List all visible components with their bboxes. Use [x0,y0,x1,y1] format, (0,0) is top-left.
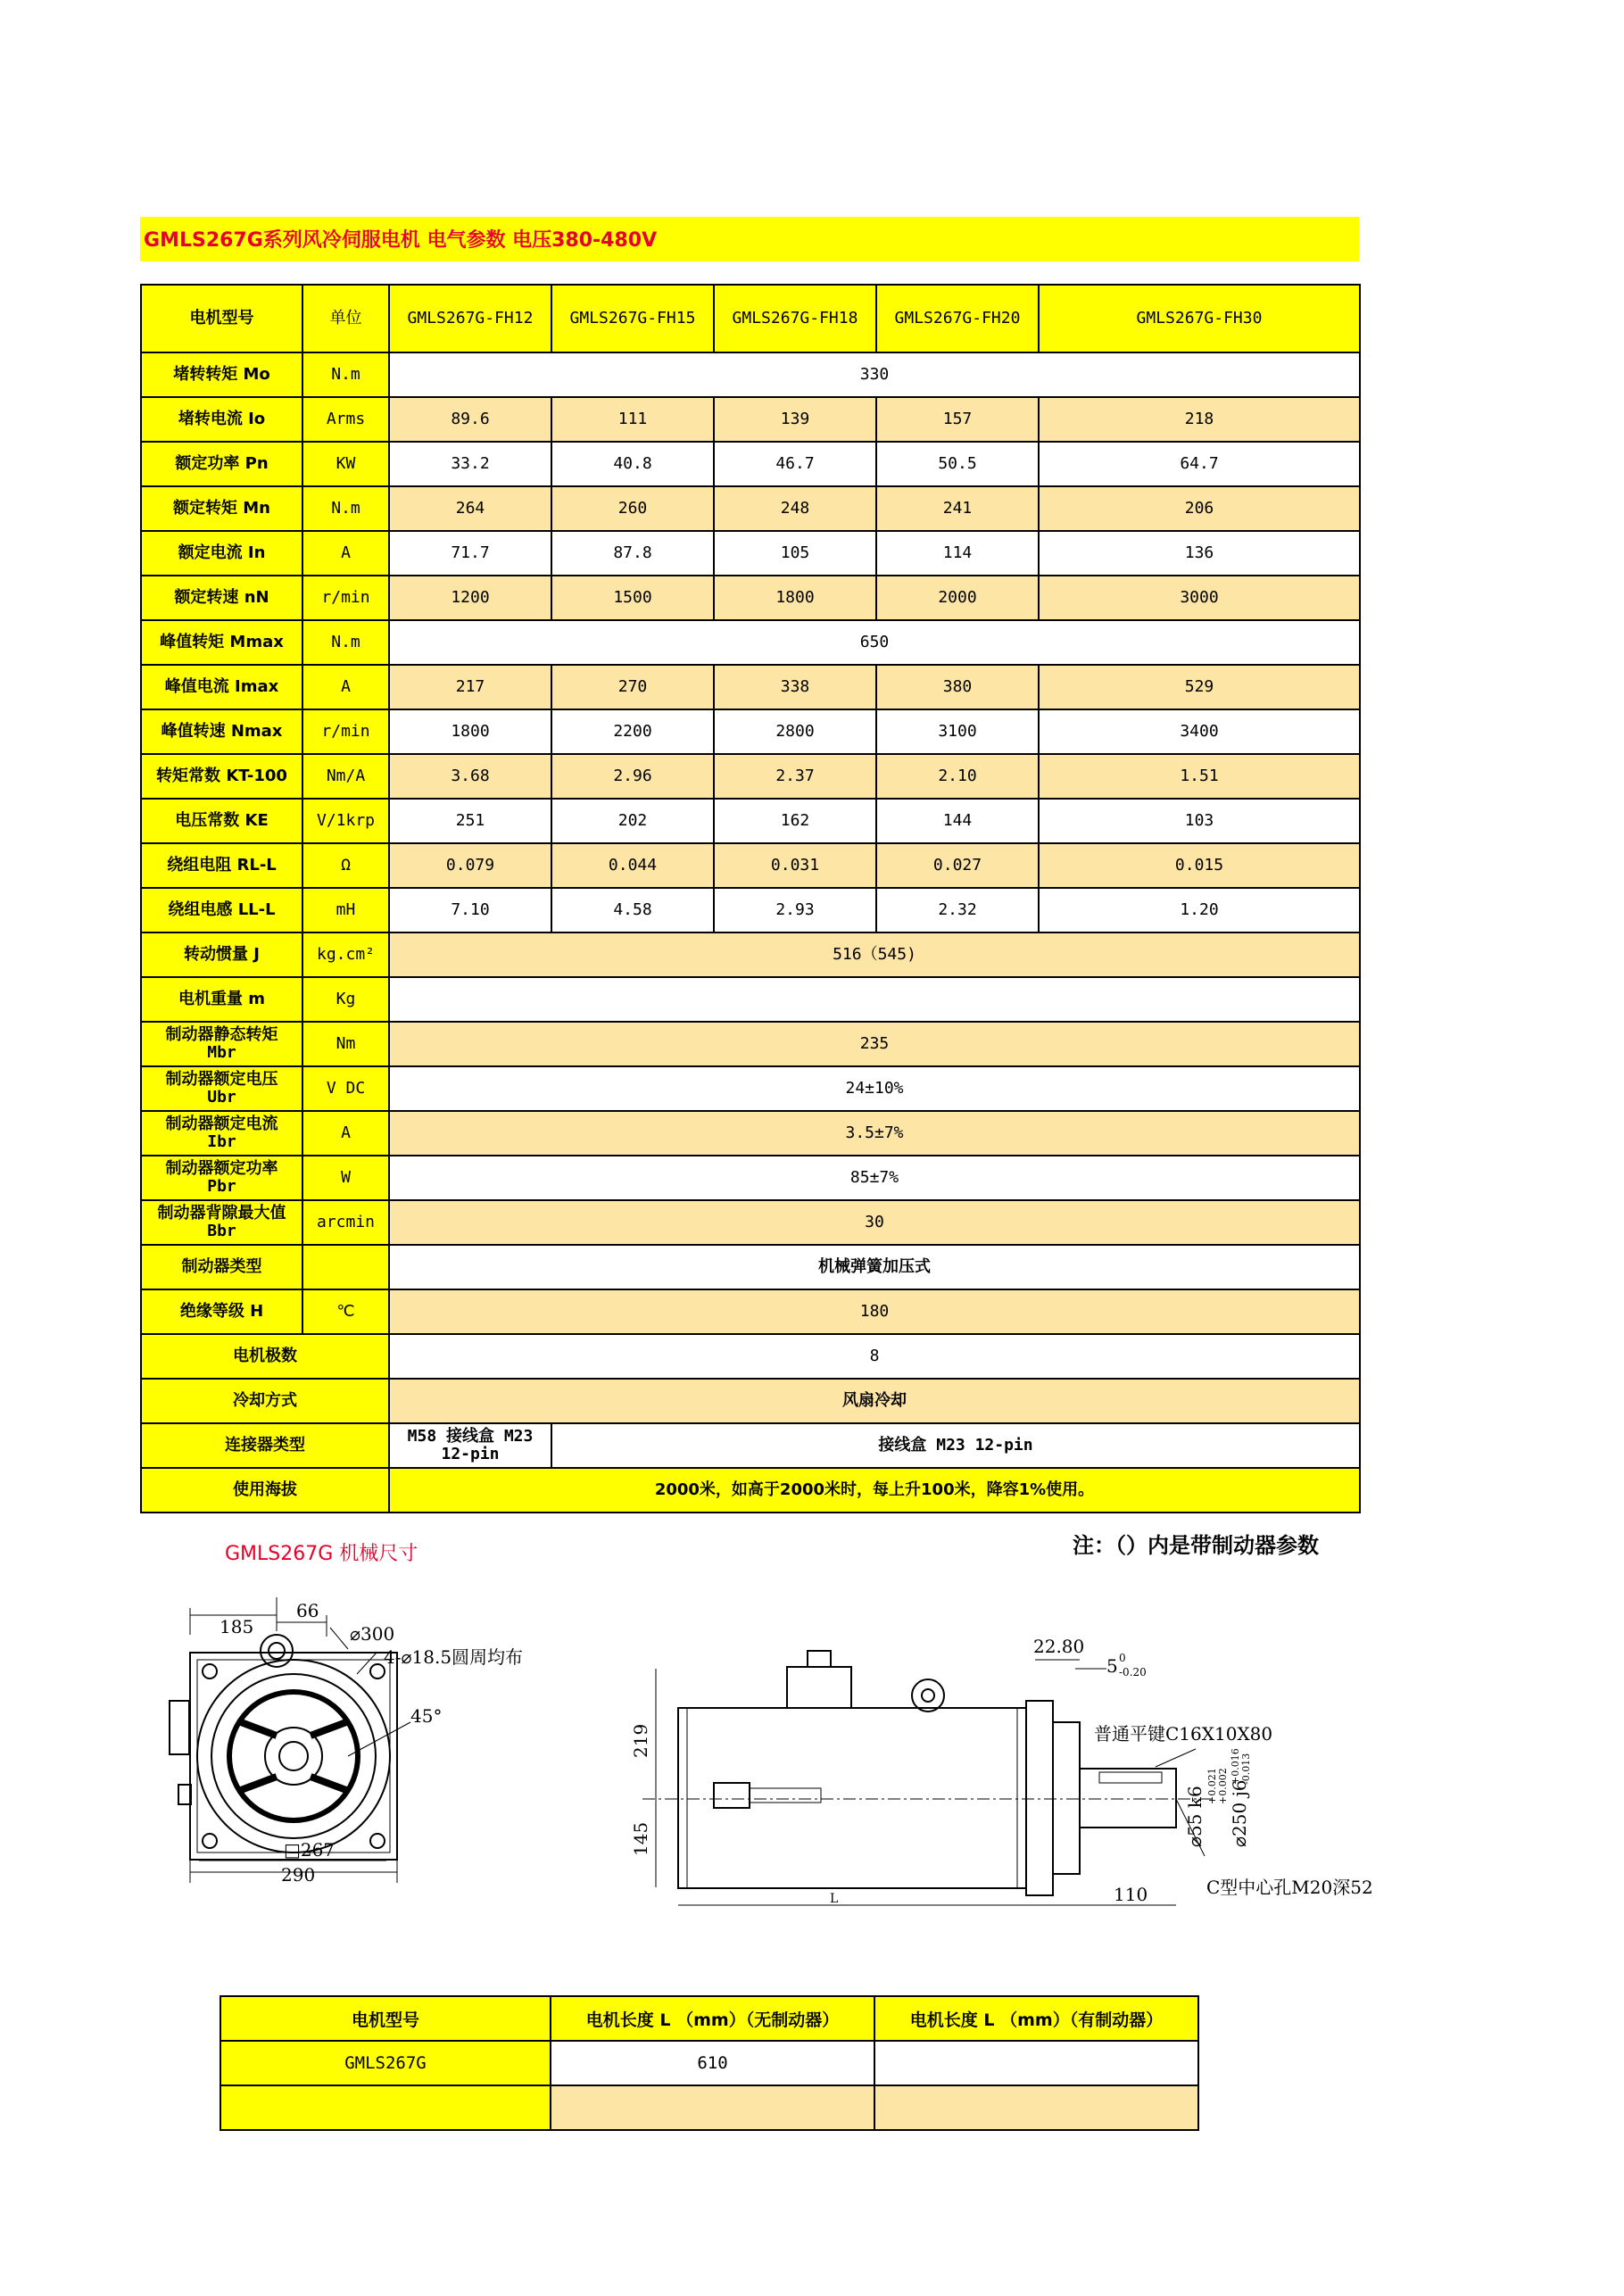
row-value: 46.7 [714,442,876,486]
row-value: 2.96 [551,754,714,799]
row-unit: arcmin [302,1200,389,1245]
row-value: 2.37 [714,754,876,799]
header-length-no-brake: 电机长度 L （mm）（无制动器） [551,1996,874,2041]
table-row [141,1156,1360,1200]
table-row [141,1200,1360,1245]
row-value: 260 [551,486,714,531]
dim-66: 66 [296,1600,319,1621]
table-row [141,843,1360,888]
terminal-box [787,1667,851,1708]
side-view [642,1651,1214,1905]
table-row [141,1111,1360,1156]
row-value: 33.2 [389,442,551,486]
row-value: 114 [876,531,1039,576]
row-value: 241 [876,486,1039,531]
row-unit: N.m [302,352,389,397]
length-with-brake-cell [874,2041,1198,2085]
row-unit: Nm/A [302,754,389,799]
header-model: GMLS267G-FH20 [876,285,1039,352]
row-label: 电机重量 m [141,977,302,1022]
row-value: 71.7 [389,531,551,576]
row-label: 电压常数 KE [141,799,302,843]
table-row [141,442,1360,486]
row-value: 1500 [551,576,714,620]
row-value: 87.8 [551,531,714,576]
row-value: 3.68 [389,754,551,799]
row-value: 3.5±7% [389,1111,1360,1156]
row-unit: V DC [302,1066,389,1111]
table-row [141,1379,1360,1423]
header-unit: 单位 [302,285,389,352]
row-label: 堵转电流 Io [141,397,302,442]
row-value: 650 [389,620,1360,665]
row-label: 连接器类型 [141,1423,389,1468]
length-no-brake-cell: 610 [551,2041,874,2085]
table-row [220,2041,1198,2085]
row-value: 50.5 [876,442,1039,486]
row-label-line2: Bbr [207,1222,236,1240]
row-label [141,1200,302,1245]
table-row [141,799,1360,843]
header-model: 电机型号 [220,1996,551,2041]
model-cell: GMLS267G [220,2041,551,2085]
mechanical-drawing [143,1588,1373,1927]
row-unit: ℃ [302,1289,389,1334]
header-model: GMLS267G-FH15 [551,285,714,352]
row-value: 0.027 [876,843,1039,888]
dim-holes: 4-⌀18.5圆周均布 [384,1646,524,1668]
row-label: 制动器类型 [141,1245,302,1289]
row-value: 0.044 [551,843,714,888]
row-value: 2000 [876,576,1039,620]
row-label: 额定转矩 Mn [141,486,302,531]
row-unit: A [302,665,389,709]
row-label: 转动惯量 J [141,932,302,977]
row-label: 绕组电阻 RL-L [141,843,302,888]
row-value [389,977,1360,1022]
row-unit: Nm [302,1022,389,1066]
motor-body [678,1708,1026,1888]
row-value: 2.93 [714,888,876,932]
row-value: 1800 [389,709,551,754]
row-value: 136 [1039,531,1360,576]
row-value: 3100 [876,709,1039,754]
row-value: 103 [1039,799,1360,843]
row-label-line2: Mbr [207,1043,236,1062]
dim-55-tol-upper: +0.021 [1206,1768,1218,1804]
table-row [141,754,1360,799]
row-value: 89.6 [389,397,551,442]
row-label: 额定转速 nN [141,576,302,620]
table-row [141,576,1360,620]
row-value: 2800 [714,709,876,754]
table-row [141,665,1360,709]
row-value: 157 [876,397,1039,442]
row-value: 270 [551,665,714,709]
row-value: 206 [1039,486,1360,531]
table-row [141,709,1360,754]
flange-circle [197,1660,390,1853]
row-value: 3400 [1039,709,1360,754]
brake-note: 注：（）内是带制动器参数 [1073,1533,1319,1558]
row-unit: Kg [302,977,389,1022]
row-value: 516（545) [389,932,1360,977]
row-unit: KW [302,442,389,486]
table-row [141,1423,1360,1468]
row-value: 180 [389,1289,1360,1334]
header-length-with-brake: 电机长度 L （mm）（有制动器） [874,1996,1198,2041]
motor-length-table [220,1995,1199,2131]
dim-5-tol-lower: -0.20 [1119,1666,1147,1678]
row-label: 堵转转矩 Mo [141,352,302,397]
row-label [141,1066,302,1111]
dim-267: □267 [284,1839,336,1861]
table-row [141,888,1360,932]
dim-5-tol-upper: 0 [1119,1652,1126,1664]
title-bar [140,217,1359,261]
dim-5: 5 [1106,1655,1118,1677]
row-value: 251 [389,799,551,843]
table-header-row [220,1996,1198,2041]
row-unit: mH [302,888,389,932]
row-value: 162 [714,799,876,843]
electrical-parameters-table [140,284,1361,1513]
row-value: 144 [876,799,1039,843]
dim-110: 110 [1114,1884,1148,1905]
dim-55: ⌀55 k6 [1184,1786,1206,1847]
row-value: 3000 [1039,576,1360,620]
row-value: 机械弹簧加压式 [389,1245,1360,1289]
row-unit: kg.cm² [302,932,389,977]
lifting-eye [912,1679,944,1712]
row-unit: N.m [302,486,389,531]
table-row [141,1289,1360,1334]
dim-250-tol-upper: +0.016 [1230,1748,1241,1785]
row-value: 1.51 [1039,754,1360,799]
row-value: 接线盒 M23 12-pin [551,1423,1360,1468]
row-value: 1800 [714,576,876,620]
row-label: 使用海拔 [141,1468,389,1513]
header-label: 电机型号 [141,285,302,352]
row-unit: V/1krp [302,799,389,843]
dim-22-80: 22.80 [1033,1636,1085,1657]
row-unit: Arms [302,397,389,442]
row-value: 105 [714,531,876,576]
table-row [141,531,1360,576]
row-value: 4.58 [551,888,714,932]
dim-145: 145 [630,1821,651,1856]
row-unit: r/min [302,576,389,620]
row-label-line1: 制动器额定电流 [165,1115,278,1133]
row-label: 冷却方式 [141,1379,389,1423]
row-label-line1: 制动器额定电压 [165,1070,278,1089]
table-row [141,932,1360,977]
row-value: 111 [551,397,714,442]
row-value: 264 [389,486,551,531]
center-hole-label: C型中心孔M20深52 [1206,1877,1373,1898]
row-label-line1: 制动器额定功率 [165,1159,278,1178]
length-with-brake-cell [874,2085,1198,2130]
connector [714,1783,750,1808]
row-value: 217 [389,665,551,709]
dim-300: ⌀300 [350,1623,395,1645]
row-value: 1.20 [1039,888,1360,932]
row-value: 338 [714,665,876,709]
dim-length: L [830,1892,839,1906]
row-label [141,1111,302,1156]
header-model: GMLS267G-FH12 [389,285,551,352]
header-model: GMLS267G-FH18 [714,285,876,352]
table-row [141,620,1360,665]
table-row [141,1066,1360,1111]
row-value: 2000米，如高于2000米时，每上升100米，降容1%使用。 [389,1468,1360,1513]
dim-219: 219 [630,1723,651,1758]
row-label: 峰值转速 Nmax [141,709,302,754]
row-value: 0.015 [1039,843,1360,888]
row-value: 0.031 [714,843,876,888]
row-unit: r/min [302,709,389,754]
row-value: 380 [876,665,1039,709]
row-value: 7.10 [389,888,551,932]
model-cell [220,2085,551,2130]
row-value: 218 [1039,397,1360,442]
section-title: GMLS267G 机械尺寸 [225,1543,418,1565]
row-value [389,1423,551,1468]
connector-line1: M58 接线盒 M23 [407,1427,534,1446]
flange [1026,1701,1053,1895]
row-label-line2: Ibr [207,1132,236,1151]
row-unit: W [302,1156,389,1200]
row-value: 24±10% [389,1066,1360,1111]
row-value: 64.7 [1039,442,1360,486]
table-row [141,397,1360,442]
row-label-line1: 制动器背隙最大值 [157,1204,286,1223]
table-row [141,1468,1360,1513]
table-row [141,486,1360,531]
key-label: 普通平键C16X10X80 [1094,1723,1273,1745]
row-value: 8 [389,1334,1360,1379]
table-row [141,1022,1360,1066]
row-label-line2: Pbr [207,1177,236,1196]
dim-185: 185 [220,1616,254,1637]
row-label [141,1022,302,1066]
dim-250: ⌀250 j6 [1229,1779,1250,1847]
row-value: 529 [1039,665,1360,709]
table-row [141,977,1360,1022]
dim-290: 290 [281,1864,316,1886]
dim-250-tol-lower: -0.013 [1240,1753,1252,1785]
row-value: 330 [389,352,1360,397]
row-label: 峰值转矩 Mmax [141,620,302,665]
dim-45: 45° [410,1705,443,1727]
row-value: 85±7% [389,1156,1360,1200]
row-unit: A [302,531,389,576]
row-label: 电机极数 [141,1334,389,1379]
row-value: 风扇冷却 [389,1379,1360,1423]
row-label: 绝缘等级 H [141,1289,302,1334]
table-row [141,1245,1360,1289]
row-value: 248 [714,486,876,531]
row-value: 2200 [551,709,714,754]
page-title: GMLS267G系列风冷伺服电机 电气参数 电压380-480V [144,229,658,252]
terminal-box-side [170,1701,189,1754]
connector-line2: 12-pin [441,1445,500,1463]
row-unit: Ω [302,843,389,888]
row-label: 转矩常数 KT-100 [141,754,302,799]
row-unit: N.m [302,620,389,665]
header-model: GMLS267G-FH30 [1039,285,1360,352]
row-label-line2: Ubr [207,1088,236,1107]
row-label-line1: 制动器静态转矩 [165,1025,278,1044]
row-label: 绕组电感 LL-L [141,888,302,932]
length-no-brake-cell [551,2085,874,2130]
row-label [141,1156,302,1200]
row-value: 30 [389,1200,1360,1245]
table-row [141,352,1360,397]
row-value: 0.079 [389,843,551,888]
row-value: 1200 [389,576,551,620]
table-row [220,2085,1198,2130]
flange-square [190,1653,397,1860]
table-header-row [141,285,1360,352]
row-value: 139 [714,397,876,442]
row-value: 2.10 [876,754,1039,799]
row-value: 2.32 [876,888,1039,932]
row-unit: A [302,1111,389,1156]
row-label: 额定功率 Pn [141,442,302,486]
row-unit [302,1245,389,1289]
table-row [141,1334,1360,1379]
dim-55-tol-lower: +0.002 [1217,1768,1229,1804]
row-label: 峰值电流 Imax [141,665,302,709]
row-label: 额定电流 In [141,531,302,576]
row-value: 202 [551,799,714,843]
row-value: 40.8 [551,442,714,486]
row-value: 235 [389,1022,1360,1066]
